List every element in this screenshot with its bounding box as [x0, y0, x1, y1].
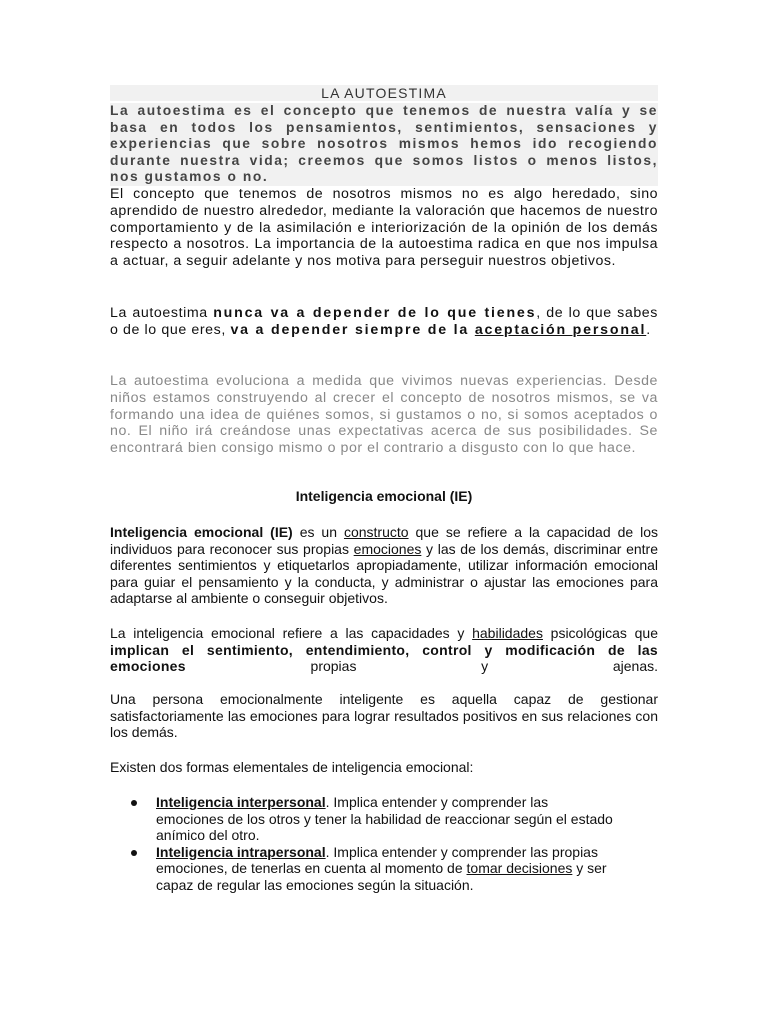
paragraph-ie-capacidades: La inteligencia emocional refiere a las capacidades y habilidades psicológicas que implican el sentimiento, entendimiento, control y modificación de las emociones propias y ajenas.: [110, 625, 658, 675]
bullet-icon: [131, 850, 137, 856]
paragraph-evolucion: La autoestima evoluciona a medida que vivimos nuevas experiencias. Desde niños estamos construyendo al crecer el concepto de nosotros mismos, se va formando una idea de quiénes somos, si gustamos o no, si somos aceptados o no. El niño irá creándose unas expectativas acerca de sus posibilidades. Se encontrará bien consigo mismo o por el contrario a disgusto con lo que hace.: [110, 373, 658, 457]
bullet-list: [110, 794, 658, 894]
bold-term: Inteligencia emocional (IE): [110, 524, 293, 540]
bold-phrase: va a depender siempre de la: [230, 321, 475, 338]
page-title: LA AUTOESTIMA: [110, 85, 658, 101]
bold-phrase: nunca va a depender de lo que tienes: [213, 305, 537, 321]
link-constructo[interactable]: constructo: [343, 524, 409, 540]
section-heading-ie: Inteligencia emocional (IE): [295, 488, 473, 504]
link-aceptacion-personal[interactable]: aceptación personal: [474, 321, 647, 338]
link-inteligencia-interpersonal[interactable]: Inteligencia interpersonal: [156, 794, 326, 810]
intro-paragraph: La autoestima es el concepto que tenemos de nuestra valía y se basa en todos los pensamientos, sentimientos, sensaciones y experiencias que sobre nosotros mismos hemos ido recogiendo durante nuestra vida; creemos que somos listos o menos listos, nos gustamos o no.: [110, 103, 658, 184]
bold-phrase: implican el sentimiento, entendimiento, control y modificación de las emociones: [110, 641, 658, 675]
paragraph-concepto: El concepto que tenemos de nosotros mismos no es algo heredado, sino aprendido de nuestro alrededor, mediante la valoración que hacemos de nuestro comportamiento y de la asimilación e interiorización de la opinión de los demás respecto a nosotros. La importancia de la autoestima radica en que nos impulsa a actuar, a seguir adelante y nos motiva para perseguir nuestros objetivos.: [110, 186, 658, 270]
link-tomar-decisiones[interactable]: tomar decisiones: [466, 860, 573, 877]
paragraph-autoestima-depende: La autoestima nunca va a depender de lo que tienes, de lo que sabes o de lo que eres, va a depender siempre de la aceptación personal.: [110, 305, 658, 338]
list-item: Inteligencia intrapersonal. Implica entender y comprender las propias emociones, de tenerlas en cuenta al momento de tomar decisiones y ser capaz de regular las emociones según la situación.: [110, 844, 658, 894]
link-emociones[interactable]: emociones: [353, 540, 422, 557]
paragraph-persona-inteligente: Una persona emocionalmente inteligente es aquella capaz de gestionar satisfactoriamente las emociones para lograr resultados positivos en sus relaciones con los demás.: [110, 691, 658, 741]
paragraph-formas: Existen dos formas elementales de inteligencia emocional:: [110, 759, 474, 775]
link-inteligencia-intrapersonal[interactable]: Inteligencia intrapersonal: [156, 843, 326, 860]
bullet-icon: [131, 800, 137, 806]
paragraph-ie-definicion: Inteligencia emocional (IE) es un constructo que se refiere a la capacidad de los individuos para reconocer sus propias emociones y las de los demás, discriminar entre diferentes sentimientos y etiquetarlos apropiadamente, utilizar información emocional para guiar el pensamiento y la conducta, y administrar o ajustar las emociones para adaptarse al ambiente o conseguir objetivos.: [110, 524, 659, 607]
link-habilidades[interactable]: habilidades: [472, 625, 543, 641]
list-item: Inteligencia interpersonal. Implica entender y comprender las emociones de los otros y tener la habilidad de reaccionar según el estado anímico del otro.: [110, 794, 658, 844]
